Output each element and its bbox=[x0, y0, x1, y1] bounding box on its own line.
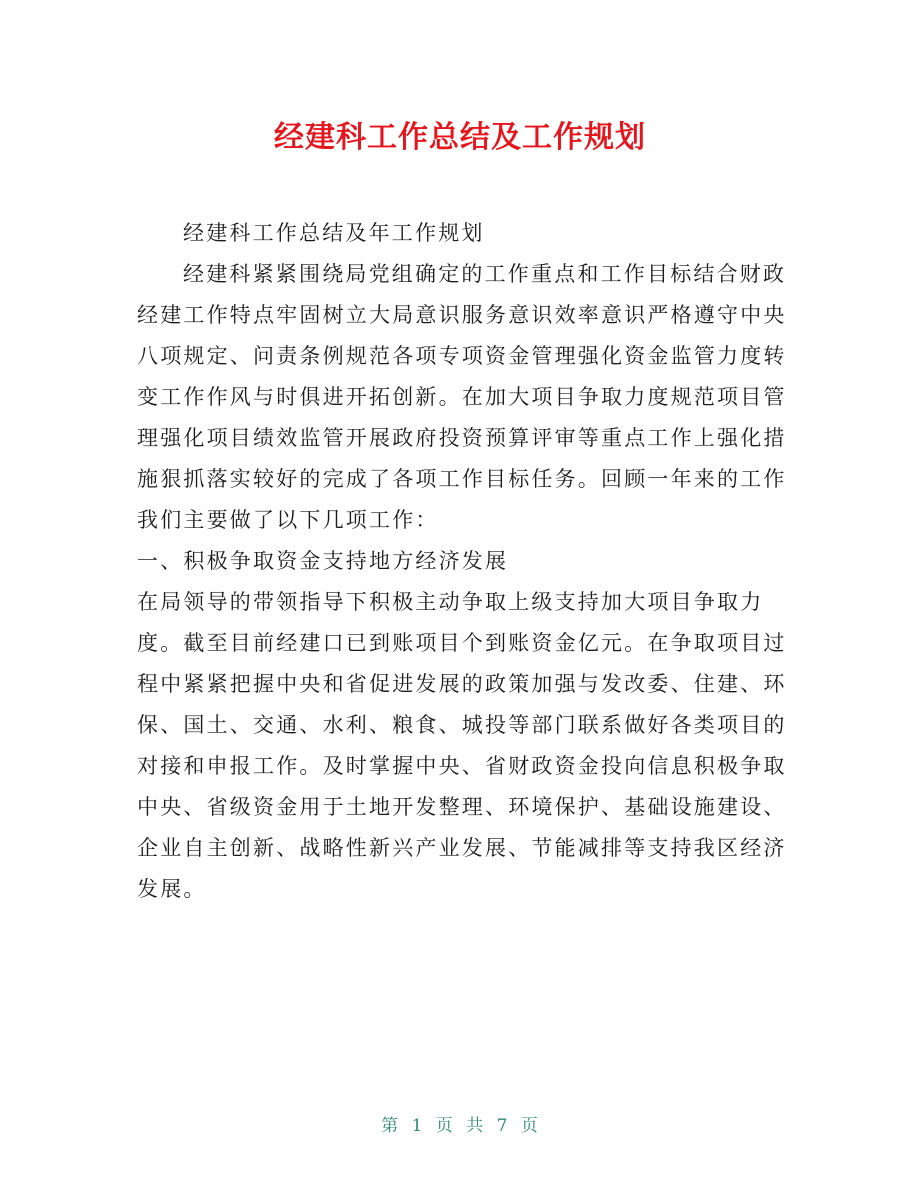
paragraph-section-1: 在局领导的带领指导下积极主动争取上级支持加大项目争取力度。截至目前经建口已到账项目个到账资金亿元。在争取项目过程中紧紧把握中央和省促进发展的政策加强与发改委、住建、环保、国土、交通、水利、粮食、城投等部门联系做好各类项目的对接和申报工作。及时掌握中央、省财政资金投向信息积极争取中央、省级资金用于土地开发整理、环境保护、基础设施建设、企业自主创新、战略性新兴产业发展、节能减排等支持我区经济发展。 bbox=[137, 590, 787, 901]
document-body bbox=[137, 213, 787, 910]
document-subtitle: 经建科工作总结及年工作规划 bbox=[183, 221, 485, 245]
section-heading-1: 一、积极争取资金支持地方经济发展 bbox=[137, 549, 509, 573]
page-number-footer: 第 1 页 共 7 页 bbox=[381, 1116, 539, 1136]
paragraph-intro: 经建科紧紧围绕局党组确定的工作重点和工作目标结合财政经建工作特点牢固树立大局意识服务意识效率意识严格遵守中央八项规定、问责条例规范各项专项资金管理强化资金监管力度转变工作作风与时俱进开拓创新。在加大项目争取力度规范项目管理强化项目绩效监管开展政府投资预算评审等重点工作上强化措施狠抓落实较好的完成了各项工作目标任务。回顾一年来的工作我们主要做了以下几项工作： bbox=[137, 262, 787, 532]
document-title: 经建科工作总结及工作规划 bbox=[274, 120, 646, 155]
